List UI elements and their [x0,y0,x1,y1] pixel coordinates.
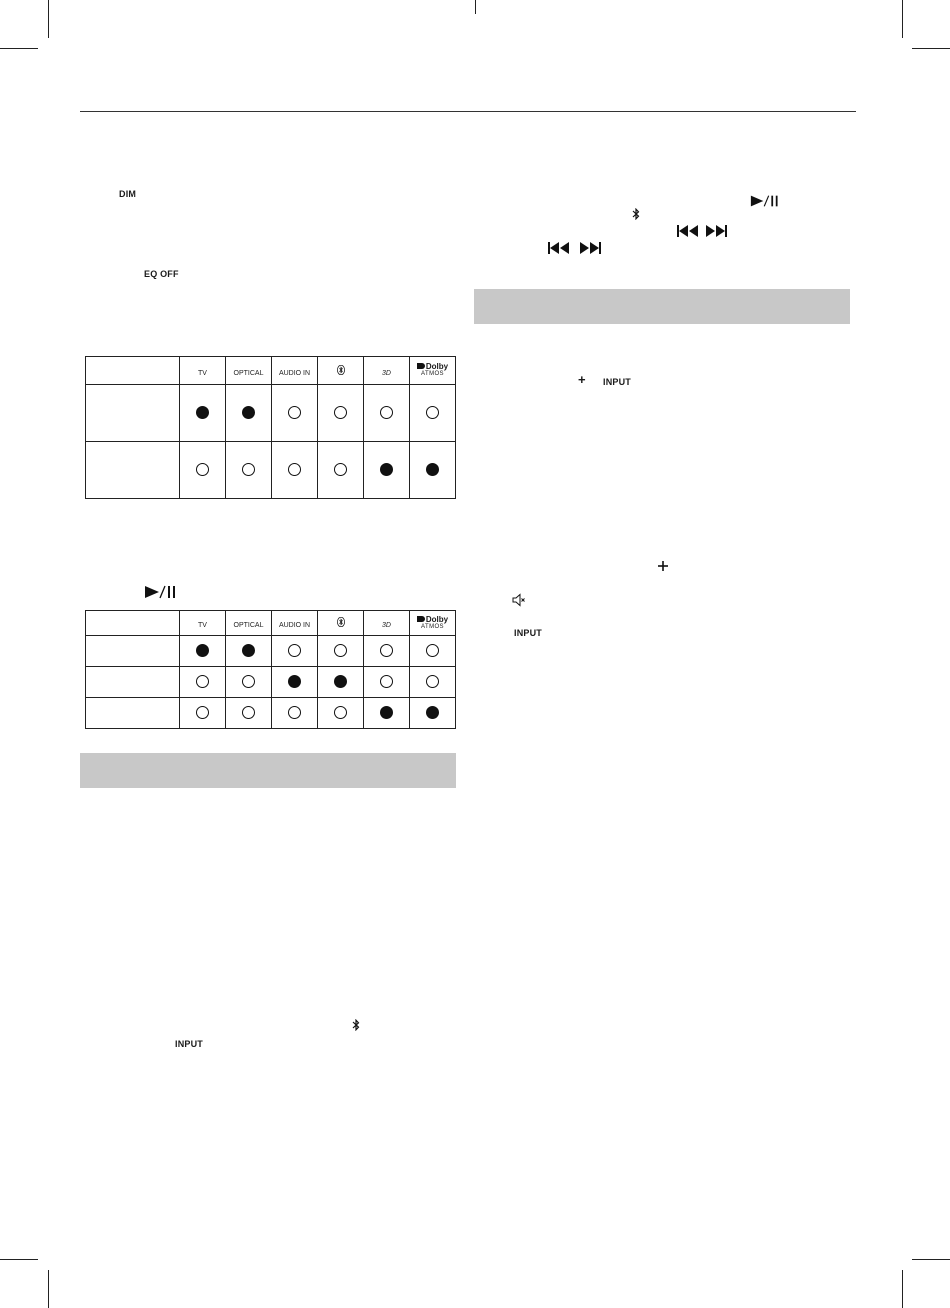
input-button-label: INPUT [175,1039,203,1049]
indicator-cell [180,667,226,698]
indicator-cell [180,636,226,667]
indicator-cell [318,698,364,729]
indicator-cell [364,698,410,729]
indicator-cell [364,667,410,698]
plus-icon: + [578,372,586,387]
mode-indicator-table-2 [85,610,456,729]
bluetooth-icon [337,365,345,375]
indicator-cell [410,636,456,667]
indicator-dot [380,706,393,719]
indicator-dot [334,463,347,476]
dolby-label: Dolby [425,362,449,371]
indicator-cell [318,667,364,698]
section-header-bar [474,289,850,324]
indicator-dot [242,644,255,657]
column-header-optical [226,357,272,385]
column-header-label: 3D [382,622,391,629]
indicator-cell [410,385,456,442]
column-header-label: OPTICAL [233,622,264,629]
indicator-dot [242,463,255,476]
indicator-cell [272,442,318,499]
dolby-label: Dolby [425,614,449,624]
indicator-dot [288,644,301,657]
previous-icon [548,242,570,254]
indicator-dot [426,675,439,688]
dim-button-label: DIM [119,189,137,199]
next-icon [580,242,602,254]
column-header-3d [364,611,410,636]
indicator-dot [380,463,393,476]
play-pause-icon [750,194,782,208]
indicator-cell [272,385,318,442]
atmos-label: ATMOS [421,371,444,377]
indicator-dot [380,644,393,657]
column-header-label: TV [198,369,207,377]
play-pause-icon [144,585,180,599]
crop-mark [902,0,903,38]
plus-icon [658,561,668,571]
indicator-dot [426,706,439,719]
column-header-bluetooth [318,357,364,385]
indicator-cell [410,667,456,698]
indicator-cell [364,636,410,667]
indicator-dot [242,406,255,419]
bluetooth-icon [337,617,345,627]
indicator-cell [272,636,318,667]
indicator-dot [426,463,439,476]
indicator-cell [364,442,410,499]
indicator-dot [334,644,347,657]
table-row [86,385,456,442]
indicator-cell [364,385,410,442]
indicator-cell [318,385,364,442]
crop-mark [0,1259,38,1260]
indicator-cell [226,442,272,499]
indicator-dot [334,706,347,719]
column-header-tv [180,611,226,636]
table-row [86,698,456,729]
column-header-bluetooth [318,611,364,636]
indicator-cell [318,442,364,499]
indicator-dot [288,675,301,688]
column-header-label: 3D [382,369,391,377]
indicator-cell [272,698,318,729]
row-label [86,385,180,442]
previous-icon [677,225,699,237]
mute-icon [512,593,526,607]
indicator-cell [410,698,456,729]
crop-mark [902,1270,903,1308]
crop-mark [912,1259,950,1260]
column-header-label: OPTICAL [233,369,264,377]
column-header-label: AUDIO IN [278,369,311,377]
column-header-label: TV [198,622,207,629]
next-icon [706,225,728,237]
column-header-3d [364,357,410,385]
indicator-cell [272,667,318,698]
crop-mark [912,48,950,49]
table-row [86,442,456,499]
indicator-cell [180,385,226,442]
indicator-dot [242,706,255,719]
column-header-optical [226,611,272,636]
row-label [86,667,180,698]
dolby-logo [410,363,455,378]
bluetooth-icon [352,1019,360,1031]
eq-off-button-label: EQ OFF [144,269,179,279]
crop-mark [48,0,49,38]
column-header-dolby-atmos [410,357,456,385]
indicator-dot [288,406,301,419]
indicator-dot [242,675,255,688]
indicator-cell [180,442,226,499]
row-label [86,636,180,667]
mode-indicator-table-1 [85,356,456,499]
table-corner [86,357,180,385]
indicator-cell [318,636,364,667]
row-label [86,698,180,729]
indicator-dot [334,675,347,688]
header-rule [80,111,856,112]
crop-mark [48,1270,49,1308]
indicator-dot [196,644,209,657]
indicator-dot [380,406,393,419]
table-corner [86,611,180,636]
bluetooth-icon [632,208,640,220]
input-button-label: INPUT [603,377,631,387]
input-button-label: INPUT [514,628,542,638]
indicator-dot [196,675,209,688]
indicator-cell [226,667,272,698]
column-header-tv [180,357,226,385]
indicator-dot [426,644,439,657]
column-header-audio-in [272,611,318,636]
column-header-label: AUDIO IN [278,622,311,629]
table-row [86,636,456,667]
crop-mark [0,48,38,49]
indicator-cell [410,442,456,499]
atmos-label: ATMOS [421,623,444,630]
dolby-logo [410,616,455,631]
indicator-cell [226,636,272,667]
indicator-dot [196,406,209,419]
indicator-dot [288,463,301,476]
column-header-dolby-atmos [410,611,456,636]
indicator-dot [334,406,347,419]
indicator-dot [196,706,209,719]
dolby-dd-icon [417,616,425,622]
dolby-dd-icon [417,363,425,369]
indicator-dot [288,706,301,719]
indicator-dot [196,463,209,476]
indicator-cell [226,698,272,729]
indicator-cell [226,385,272,442]
indicator-cell [180,698,226,729]
row-label [86,442,180,499]
section-header-bar [80,753,456,788]
table-row [86,667,456,698]
indicator-dot [380,675,393,688]
crop-mark [475,0,476,14]
indicator-dot [426,406,439,419]
column-header-audio-in [272,357,318,385]
